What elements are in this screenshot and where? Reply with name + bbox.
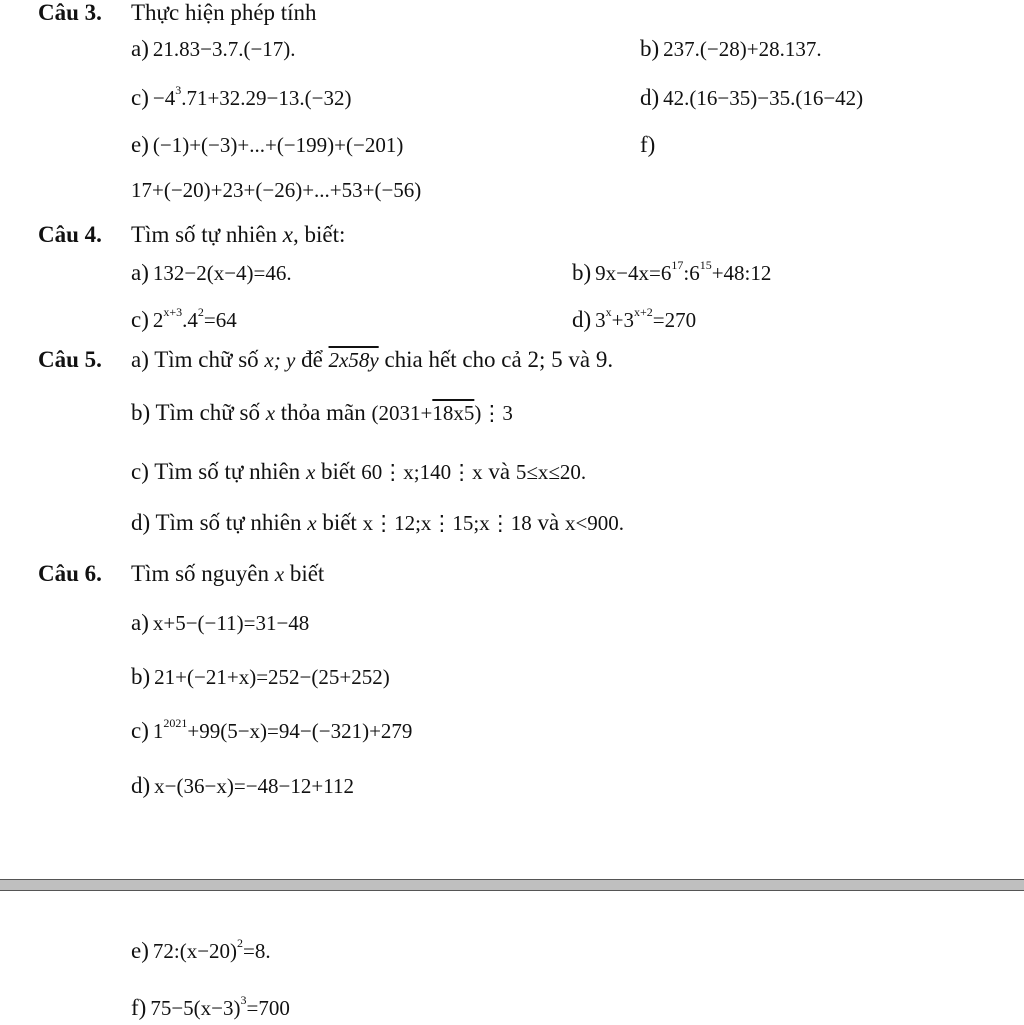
q3-c: [131, 85, 352, 111]
q3-e: [131, 132, 403, 158]
q6-a-expr: x+5−(−11)=31−48: [152, 611, 310, 635]
q3-f-label: f): [640, 132, 656, 157]
q6-e-label: e): [131, 938, 149, 963]
q3-b: [640, 36, 822, 62]
q3-d-label: d): [640, 85, 660, 110]
page-separator: [0, 879, 1024, 891]
q5-title: Câu 5.: [38, 347, 102, 372]
q3-b-label: b): [640, 36, 660, 61]
q6-title: Câu 6.: [38, 561, 102, 586]
q3-e-expr: (−1)+(−3)+...+(−199)+(−201): [152, 133, 404, 157]
q4-title: Câu 4.: [38, 222, 102, 247]
q6-b-expr: 21+(−21+x)=252−(25+252): [154, 665, 390, 689]
q3-a-expr: 21.83−3.7.(−17).: [152, 37, 296, 61]
q3-a: [131, 36, 296, 62]
q5-b-number: 18x5: [432, 401, 475, 425]
q5-c: c) Tìm số tự nhiên x biết 60⋮x;140⋮x và 5≤x≤20.: [131, 459, 587, 484]
q3-c-label: c): [131, 85, 149, 110]
q3-b-expr: 237.(−28)+28.137.: [663, 37, 822, 61]
q6-f: [131, 995, 290, 1021]
q6-f-label: f): [131, 995, 147, 1020]
q5-b: b) Tìm chữ số x thỏa mãn (2031+18x5)⋮3: [131, 400, 513, 425]
q6-a: [131, 610, 309, 636]
q3-d-expr: 42.(16−35)−35.(16−42): [663, 86, 864, 110]
q4-a: [131, 260, 292, 286]
q5-d: d) Tìm số tự nhiên x biết x⋮12;x⋮15;x⋮18 và x<900.: [131, 510, 625, 535]
q6-e-expr: $72:(x-20)^2=8$.: [152, 936, 271, 963]
q6-b-label: b): [131, 664, 151, 689]
q4-c-label: c): [131, 307, 149, 332]
q5-a: a) Tìm chữ số x; y để 2x58y chia hết cho cả 2; 5 và 9.: [131, 347, 614, 372]
q4-a-label: a): [131, 260, 149, 285]
q6-a-label: a): [131, 610, 149, 635]
q3-a-label: a): [131, 36, 149, 61]
q6-d-label: d): [131, 773, 151, 798]
q6-b: [131, 664, 390, 690]
q3-title: Câu 3.: [38, 0, 102, 25]
q6-d-expr: x−(36−x)=−48−12+112: [154, 774, 354, 798]
q4-c-expr: $2^{x+3}.4^2=64$: [152, 305, 237, 332]
q6-e: [131, 938, 271, 964]
q3-prompt: Thực hiện phép tính: [131, 0, 317, 25]
q4-b-expr: $9x-4x=6^{17}:6^{15}+48:12$: [595, 258, 772, 285]
q4-d-expr: $3^x+3^{x+2}=270$: [595, 305, 697, 332]
q4-d-label: d): [572, 307, 592, 332]
q6-c-label: c): [131, 718, 149, 743]
q4-c: [131, 307, 237, 333]
q6-prompt: Tìm số nguyên x biết: [131, 561, 325, 586]
q3-c-expr: $-4^3.71+32.29-13.(-32)$: [152, 83, 352, 110]
q4-prompt: Tìm số tự nhiên x, biết:: [131, 222, 346, 247]
q4-d: [572, 307, 696, 333]
q3-e-label: e): [131, 132, 149, 157]
q5-a-number: 2x58y: [328, 348, 379, 372]
q6-c: [131, 718, 412, 744]
q6-f-expr: $75-5(x-3)^3=700$: [150, 993, 290, 1020]
q4-b: [572, 260, 771, 286]
q4-b-label: b): [572, 260, 592, 285]
q3-d: [640, 85, 863, 111]
q6-d: [131, 773, 354, 799]
q3-f-expr: 17+(−20)+23+(−26)+...+53+(−56): [131, 178, 422, 202]
q4-a-expr: 132−2(x−4)=46.: [152, 261, 292, 285]
q6-c-expr: $1^{2021}+99(5-x)=94-(-321)+279$: [152, 716, 413, 743]
